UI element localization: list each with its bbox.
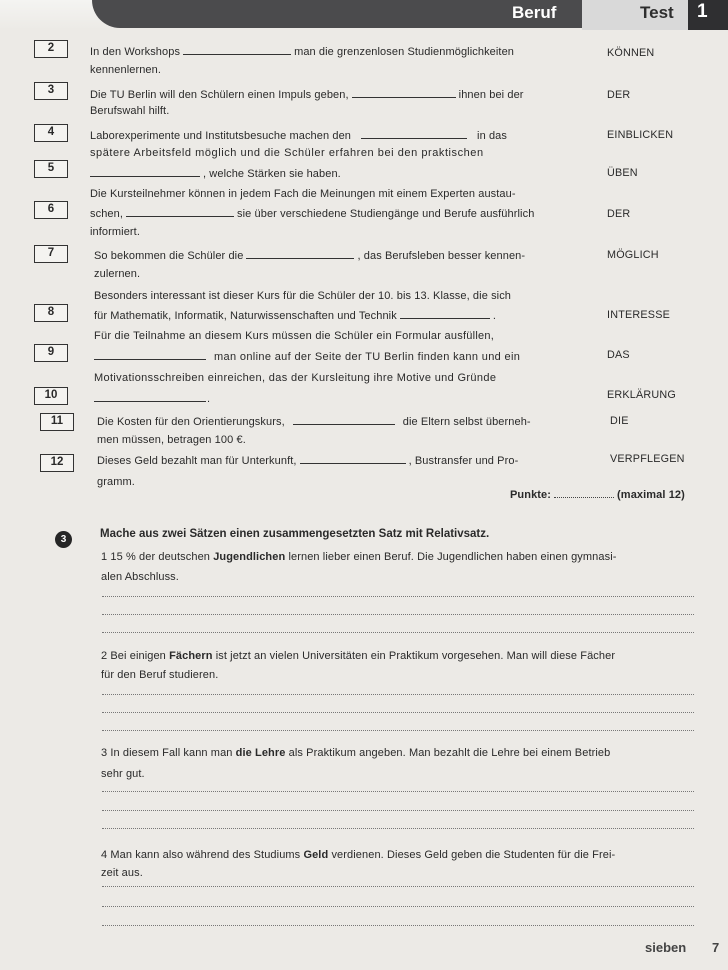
gap-blank[interactable] (126, 207, 234, 217)
sentence-part: 4 Man kann also während des Studiums (101, 849, 304, 861)
item-text-part: Dieses Geld bezahlt man für Unterkunft, (97, 455, 297, 467)
answer-line[interactable] (102, 596, 694, 597)
item-text-line2: gramm. (97, 476, 135, 488)
header-dark-band (92, 0, 582, 28)
item-text-pre: Die Kursteilnehmer können in jedem Fach die Meinungen mit einem Experten austau- (90, 188, 516, 200)
item-text (97, 454, 518, 468)
keyword: DER (607, 89, 631, 101)
sentence-part: ist jetzt an vielen Universitäten ein Praktikum vorgesehen. Man will diese Fächer (212, 650, 616, 662)
sentence-part: 2 Bei einigen (101, 650, 170, 662)
item-text-part: In den Workshops (90, 46, 181, 58)
item-text-pre: Motivationsschreiben einreichen, das der Kursleitung ihre Motive und Gründe (94, 372, 497, 384)
item-text-part: , das Berufsleben besser kennen- (357, 250, 526, 262)
keyword: ERKLÄRUNG (607, 389, 676, 401)
sentence-keyword: Fächern (169, 650, 213, 662)
item-number-box: 8 (34, 304, 68, 322)
item-text-part: für Mathematik, Informatik, Naturwissenschaften und Technik (94, 310, 397, 322)
gap-blank[interactable] (94, 392, 206, 402)
header-section-title: Beruf (512, 3, 557, 22)
points-field[interactable] (554, 488, 614, 498)
exercise-sentence (101, 747, 610, 760)
exercise-sentence (101, 849, 615, 862)
gap-blank[interactable] (94, 350, 206, 360)
points-row (510, 488, 685, 502)
keyword: DIE (610, 415, 629, 427)
keyword: KÖNNEN (607, 47, 655, 59)
header-test-label: Test (640, 3, 674, 22)
keyword: INTERESSE (607, 309, 670, 321)
item-text (94, 350, 520, 364)
answer-line[interactable] (102, 614, 694, 615)
item-number-box: 12 (40, 454, 74, 472)
gap-blank[interactable] (246, 249, 354, 259)
item-number-box: 11 (40, 413, 74, 431)
gap-blank[interactable] (300, 454, 406, 464)
answer-line[interactable] (102, 791, 694, 792)
item-text-part: die Eltern selbst überneh- (402, 416, 531, 428)
item-number-box: 3 (34, 82, 68, 100)
item-number-box: 2 (34, 40, 68, 58)
exercise-sentence-line2: für den Beruf studieren. (101, 669, 219, 681)
item-text-part: sie über verschiedene Studiengänge und Berufe ausführlich (237, 208, 535, 220)
answer-line[interactable] (102, 886, 694, 887)
exercise-sentence (101, 551, 617, 564)
item-text-part: So bekommen die Schüler die (94, 250, 244, 262)
sentence-part: als Praktikum angeben. Man bezahlt die Lehre bei einem Betrieb (285, 747, 611, 759)
item-text-line2: spätere Arbeitsfeld möglich und die Schüler erfahren bei den praktischen (90, 147, 484, 159)
item-text-pre: Besonders interessant ist dieser Kurs für die Schüler der 10. bis 13. Klasse, die sich (94, 290, 512, 302)
answer-line[interactable] (102, 632, 694, 633)
item-text-line2: Berufswahl hilft. (90, 105, 170, 117)
item-text-part: Die TU Berlin will den Schülern einen Impuls geben, (90, 89, 349, 101)
sentence-keyword: Jugendlichen (213, 551, 286, 563)
sentence-keyword: Geld (303, 849, 329, 861)
keyword: DAS (607, 349, 630, 361)
exercise-sentence-line2: sehr gut. (101, 768, 145, 780)
gap-blank[interactable] (183, 45, 291, 55)
item-number-box: 9 (34, 344, 68, 362)
item-number-box: 10 (34, 387, 68, 405)
item-text (97, 415, 531, 429)
item-text (90, 45, 514, 59)
points-label: Punkte: (510, 489, 552, 501)
gap-blank[interactable] (293, 415, 395, 425)
answer-line[interactable] (102, 925, 694, 926)
gap-blank[interactable] (400, 309, 490, 319)
item-text-part: Laborexperimente und Institutsbesuche machen den (90, 130, 352, 142)
item-text-part: . (207, 393, 211, 405)
sentence-part: verdienen. Dieses Geld geben die Studenten für die Frei- (328, 849, 616, 861)
item-text-pre: Für die Teilnahme an diesem Kurs müssen die Schüler ein Formular ausfüllen, (94, 330, 495, 342)
item-text (90, 167, 341, 181)
keyword: EINBLICKEN (607, 129, 674, 141)
exercise-sentence-line2: zeit aus. (101, 867, 143, 879)
answer-line[interactable] (102, 730, 694, 731)
item-text-part: , Bustransfer und Pro- (408, 455, 519, 467)
item-text-part: man online auf der Seite der TU Berlin finden kann und ein (214, 351, 521, 363)
item-number-box: 7 (34, 245, 68, 263)
item-number-box: 5 (34, 160, 68, 178)
gap-blank[interactable] (361, 129, 467, 139)
item-text-part: . (492, 310, 496, 322)
sentence-keyword: die Lehre (235, 747, 286, 759)
item-text-part: , welche Stärken sie haben. (203, 168, 341, 180)
sentence-part: 1 15 % der deutschen (101, 551, 214, 563)
item-text-line2: zulernen. (94, 268, 141, 280)
item-text-part: schen, (90, 208, 124, 220)
keyword: DER (607, 208, 631, 220)
answer-line[interactable] (102, 906, 694, 907)
sentence-part: 3 In diesem Fall kann man (101, 747, 236, 759)
gap-blank[interactable] (90, 167, 200, 177)
keyword: ÜBEN (607, 167, 638, 179)
item-text-line2: men müssen, betragen 100 €. (97, 434, 246, 446)
item-text (94, 309, 496, 323)
item-text-line2: kennenlernen. (90, 64, 162, 76)
item-text (90, 88, 524, 102)
answer-line[interactable] (102, 810, 694, 811)
page-number-word: sieben (645, 940, 687, 955)
item-text-part: Die Kosten für den Orientierungskurs, (97, 416, 285, 428)
exercise-sentence (101, 650, 615, 663)
answer-line[interactable] (102, 828, 694, 829)
answer-line[interactable] (102, 694, 694, 695)
item-text (90, 207, 534, 221)
item-text (94, 392, 210, 406)
item-text (94, 249, 525, 263)
item-number-box: 4 (34, 124, 68, 142)
keyword: VERPFLEGEN (610, 453, 685, 465)
item-text (90, 129, 507, 143)
item-number-box: 6 (34, 201, 68, 219)
points-max: (maximal 12) (617, 489, 685, 501)
item-text-part: man die grenzenlosen Studienmöglichkeiten (294, 46, 515, 58)
item-text-part: in das (477, 130, 507, 142)
sentence-part: lernen lieber einen Beruf. Die Jugendlichen haben einen gymnasi- (285, 551, 617, 563)
task-number-badge: 3 (55, 531, 72, 548)
item-text-part: ihnen bei der (458, 89, 524, 101)
answer-line[interactable] (102, 712, 694, 713)
page-number: 7 (712, 940, 720, 955)
item-text-line2: informiert. (90, 226, 140, 238)
exercise-sentence-line2: alen Abschluss. (101, 571, 179, 583)
keyword: MÖGLICH (607, 249, 659, 261)
gap-blank[interactable] (352, 88, 456, 98)
task-title: Mache aus zwei Sätzen einen zusammengesetzten Satz mit Relativsatz. (100, 528, 490, 540)
header-test-number: 1 (688, 0, 728, 30)
